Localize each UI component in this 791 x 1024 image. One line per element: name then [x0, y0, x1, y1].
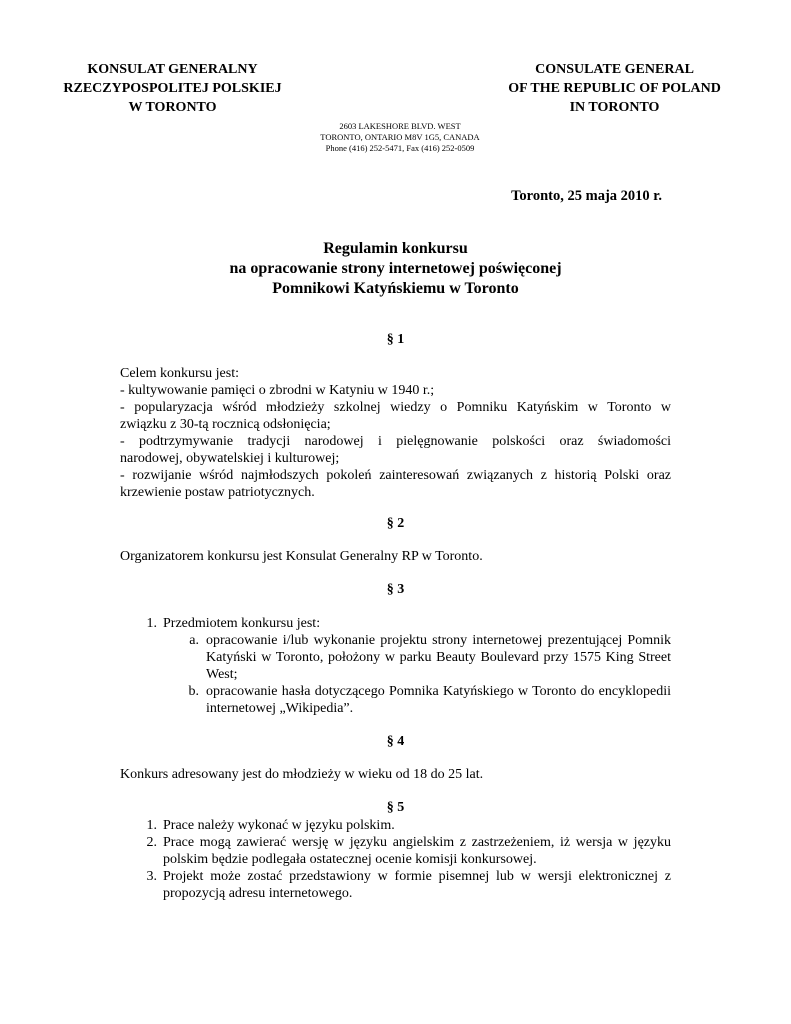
section-1-heading: § 1	[386, 332, 405, 347]
section-1-body: Celem konkursu jest: - kultywowanie pamięci o zbrodni w Katyniu w 1940 r.; - popularyzacja wśród młodzieży szkolnej wiedzy o Pomniku Katyńskim w Toronto w związku z 30-tą rocznicą odsłonięcia; - podtrzymywanie tradycji narodowej i pielęgnowanie polskości oraz świadomości narodowej, obywatelskiej i kulturowej; - rozwijanie wśród najmłodszych pokoleń zainteresowań związanych z historią Polski oraz krzewienie postaw patriotycznych.	[120, 366, 671, 500]
list-item: 1. Przedmiotem konkursu jest: a. opracowanie i/lub wykonanie projektu strony internetowej prezentującej Pomnik Katyński w Toronto, położony w parku Beauty Boulevard przy 1575 King Street West; b. opracowanie hasła dotyczącego Pomnika Katyńskiego w Toronto do encyklopedii internetowej „Wikipedia”.	[146, 616, 671, 716]
section-5-list	[120, 817, 671, 902]
section-4-body: Konkurs adresowany jest do młodzieży w wieku od 18 do 25 lat.	[120, 767, 484, 782]
list-item: 2. Prace mogą zawierać wersję w języku angielskim z zastrzeżeniem, iż wersja w języku polskim będzie podlegała ostatecznej ocenie komisji konkursowej.	[146, 835, 671, 867]
section-5-heading: § 5	[386, 800, 405, 815]
consulate-name-english: CONSULATE GENERAL OF THE REPUBLIC OF POLAND IN TORONTO	[508, 62, 721, 115]
document-date: Toronto, 25 maja 2010 r.	[511, 188, 662, 204]
document-title: Regulamin konkursu na opracowanie strony internetowej poświęconej Pomnikowi Katyńskiemu w Toronto	[229, 240, 562, 297]
section-2-body: Organizatorem konkursu jest Konsulat Generalny RP w Toronto.	[120, 549, 483, 564]
section-3-heading: § 3	[386, 582, 405, 597]
section-3-list	[120, 615, 671, 717]
list-item: 3. Projekt może zostać przedstawiony w formie pisemnej lub w wersji elektronicznej z propozycją adresu internetowego.	[146, 869, 671, 901]
sub-list-item: b. opracowanie hasła dotyczącego Pomnika Katyńskiego w Toronto do encyklopedii internetowej „Wikipedia”.	[188, 684, 671, 716]
section-2-heading: § 2	[386, 516, 405, 531]
section-4-heading: § 4	[386, 734, 405, 749]
consulate-address: 2603 LAKESHORE BLVD. WEST TORONTO, ONTARIO M8V 1G5, CANADA Phone (416) 252-5471, Fax (416) 252-0509	[320, 121, 480, 153]
list-item: 1. Prace należy wykonać w języku polskim.	[146, 818, 395, 833]
consulate-name-polish: KONSULAT GENERALNY RZECZYPOSPOLITEJ POLSKIEJ W TORONTO	[63, 62, 282, 115]
sub-list-item: a. opracowanie i/lub wykonanie projektu strony internetowej prezentującej Pomnik Katyński w Toronto, położony w parku Beauty Boulevard przy 1575 King Street West;	[189, 633, 671, 682]
